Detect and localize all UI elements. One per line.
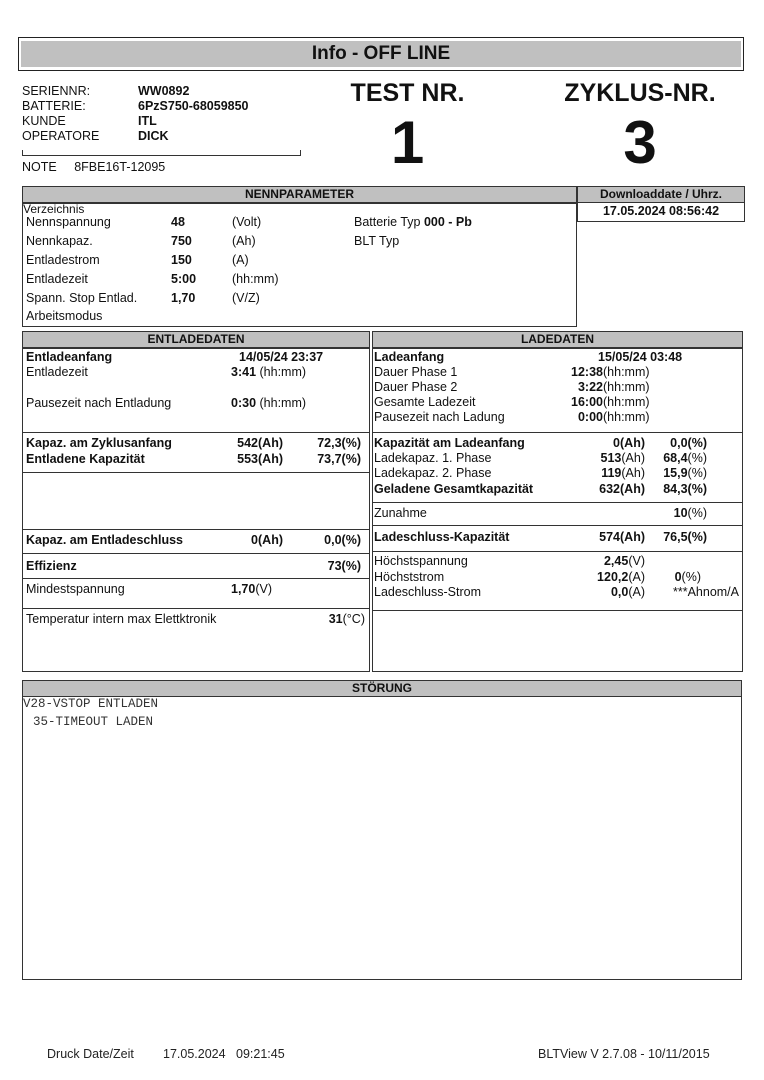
serial-row — [0, 83, 300, 99]
end-current-label: Ladeschluss-Strom — [374, 585, 481, 599]
total-capacity-pct: 84,3(%) — [663, 482, 707, 496]
divider — [373, 502, 742, 503]
nominal-value-voltage: 48 — [171, 215, 185, 229]
test-label: TEST NR. — [350, 79, 465, 107]
end-current-extra: ***Ahnom/A — [672, 585, 739, 599]
title-bar — [18, 37, 744, 71]
divider — [23, 472, 369, 473]
cap-phase2-ah: 119 — [601, 466, 622, 480]
discharge-pause-unit: (hh:mm) — [259, 396, 307, 410]
fault-item: 35-TIMEOUT LADEN — [33, 715, 154, 729]
end-capacity-ah: 574(Ah) — [599, 530, 645, 544]
charge-cap-start-label: Kapazität am Ladeanfang — [374, 436, 525, 450]
total-capacity-ah: 632(Ah) — [599, 482, 645, 496]
cap-phase2-pct-row — [643, 466, 707, 481]
nominal-value-current: 150 — [171, 253, 192, 267]
customer-label: KUNDE — [22, 114, 66, 128]
phase1-row — [553, 365, 650, 380]
faults-header: STÖRUNG — [23, 681, 741, 697]
divider — [23, 553, 369, 554]
nominal-label-capacity: Nennkapaz. — [26, 234, 93, 248]
discharged-pct: 73,7(%) — [317, 452, 361, 466]
cycle-value: 3 — [623, 109, 657, 176]
nominal-unit-capacity: (Ah) — [232, 234, 256, 248]
nominal-unit-stop-voltage: (V/Z) — [232, 291, 260, 305]
cap-phase2-pct: 15,9 — [663, 466, 688, 480]
download-header: Downloaddate / Uhrz. — [578, 187, 744, 203]
total-charge-time-label: Gesamte Ladezeit — [374, 395, 476, 409]
divider — [373, 610, 742, 611]
discharge-time-value: 3:41 — [231, 365, 257, 379]
nominal-value-capacity: 750 — [171, 234, 192, 248]
nominal-unit-current: (A) — [232, 253, 249, 267]
print-date-value: 17.05.2024 — [163, 1047, 226, 1061]
increase-unit: (%) — [687, 506, 707, 520]
print-time-value: 09:21:45 — [236, 1047, 285, 1061]
discharge-time-label: Entladezeit — [26, 365, 88, 379]
print-date-label: Druck Date/Zeit — [47, 1047, 134, 1061]
cap-phase2-label: Ladekapaz. 2. Phase — [374, 466, 492, 480]
nominal-label-stop-voltage: Spann. Stop Entlad. — [26, 291, 138, 305]
total-capacity-label: Geladene Gesamtkapazität — [374, 482, 534, 496]
divider — [23, 529, 369, 530]
operator-label: OPERATORE — [22, 129, 100, 143]
note-label: NOTE — [22, 160, 57, 174]
cap-phase1-label: Ladekapaz. 1. Phase — [374, 451, 492, 465]
discharge-time-row — [231, 365, 306, 380]
temperature-value: 31 — [328, 612, 343, 626]
increase-row — [643, 506, 707, 521]
discharge-cap-start-label: Kapaz. am Zyklusanfang — [26, 436, 172, 450]
divider — [23, 432, 369, 433]
cap-phase2-pct-unit: (%) — [687, 466, 707, 480]
temperature-row — [293, 612, 365, 627]
charge-cap-start-pct: 0,0(%) — [670, 436, 707, 450]
charge-cap-start-ah: 0(Ah) — [613, 436, 645, 450]
max-voltage-row — [573, 554, 645, 569]
cap-phase2-ah-row — [573, 466, 645, 481]
divider — [23, 578, 369, 579]
note-row — [22, 159, 165, 175]
min-voltage-unit: (V) — [255, 582, 273, 596]
nominal-label-voltage: Nennspannung — [26, 215, 111, 229]
directory-label: Verzeichnis — [23, 202, 85, 216]
max-current-pct-unit: (%) — [681, 570, 701, 584]
charge-start-label: Ladeanfang — [374, 350, 445, 364]
customer-row — [0, 113, 300, 129]
cap-phase1-pct-row — [643, 451, 707, 466]
max-voltage-value: 2,45 — [603, 554, 629, 568]
max-voltage-label: Höchstspannung — [374, 554, 468, 568]
operator-value: DICK — [138, 129, 169, 143]
discharge-start-value: 14/05/24 23:37 — [239, 350, 324, 364]
end-current-value: 0,0 — [610, 585, 629, 599]
cycle-label: ZYKLUS-NR. — [564, 79, 716, 107]
serial-label: SERIENNR: — [22, 84, 91, 98]
nominal-value-time: 5:00 — [171, 272, 197, 286]
max-current-value: 120,2 — [597, 570, 629, 584]
nominal-parameters-panel — [22, 186, 577, 327]
charge-data-panel — [372, 331, 743, 672]
note-divider — [22, 150, 301, 156]
charge-header: LADEDATEN — [373, 332, 742, 349]
phase1-value: 12:38 — [571, 365, 603, 379]
download-date-panel — [577, 186, 745, 222]
divider — [373, 551, 742, 552]
serial-value: WW0892 — [138, 84, 190, 98]
max-current-label: Höchststrom — [374, 570, 445, 584]
cap-phase1-ah: 513 — [600, 451, 622, 465]
max-current-unit: (A) — [628, 570, 645, 584]
discharge-data-panel — [22, 331, 370, 672]
battery-type-row — [354, 215, 472, 230]
min-voltage-row — [231, 582, 272, 597]
total-charge-time-row — [553, 395, 650, 410]
increase-value: 10 — [673, 506, 688, 520]
temperature-label: Temperatur intern max Elettktronik — [26, 612, 217, 626]
min-voltage-label: Mindestspannung — [26, 582, 125, 596]
total-charge-time-unit: (hh:mm) — [603, 395, 650, 409]
blt-type-label: BLT Typ — [354, 234, 400, 248]
discharge-header: ENTLADEDATEN — [23, 332, 369, 349]
temperature-unit: (°C) — [342, 612, 365, 626]
cap-phase1-ah-unit: (Ah) — [621, 451, 645, 465]
discharge-start-label: Entladeanfang — [26, 350, 113, 364]
version-label: BLTView V 2.7.08 - 10/11/2015 — [538, 1047, 710, 1061]
nominal-header: NENNPARAMETER — [23, 187, 576, 204]
phase1-unit: (hh:mm) — [603, 365, 650, 379]
phase2-label: Dauer Phase 2 — [374, 380, 458, 394]
discharged-label: Entladene Kapazität — [26, 452, 145, 466]
efficiency-value: 73(%) — [327, 559, 361, 573]
phase2-unit: (hh:mm) — [603, 380, 650, 394]
download-value: 17.05.2024 08:56:42 — [602, 204, 720, 218]
phase2-value: 3:22 — [577, 380, 603, 394]
faults-panel — [22, 680, 742, 980]
nominal-unit-voltage: (Volt) — [232, 215, 262, 229]
discharge-pause-value: 0:30 — [231, 396, 257, 410]
operator-row — [0, 128, 300, 144]
divider — [373, 432, 742, 433]
total-charge-time-value: 16:00 — [571, 395, 603, 409]
discharged-ah: 553(Ah) — [237, 452, 283, 466]
nominal-value-stop-voltage: 1,70 — [171, 291, 196, 305]
battery-type-value: 000 - Pb — [423, 215, 472, 229]
battery-label: BATTERIE: — [22, 99, 86, 113]
divider — [23, 608, 369, 609]
charge-pause-label: Pausezeit nach Ladung — [374, 410, 505, 424]
discharge-cap-end-ah: 0(Ah) — [251, 533, 283, 547]
phase2-row — [553, 380, 650, 395]
page-title: Info - OFF LINE — [21, 41, 741, 67]
nominal-unit-time: (hh:mm) — [232, 272, 279, 286]
discharge-time-unit: (hh:mm) — [259, 365, 307, 379]
test-value: 1 — [390, 109, 425, 176]
end-current-unit: (A) — [628, 585, 645, 599]
end-capacity-pct: 76,5(%) — [663, 530, 707, 544]
max-current-pct-row — [643, 570, 701, 585]
fault-item: V28-VSTOP ENTLADEN — [23, 697, 159, 711]
discharge-cap-end-pct: 0,0(%) — [324, 533, 361, 547]
end-current-row — [573, 585, 645, 600]
cap-phase1-pct: 68,4 — [663, 451, 688, 465]
charge-pause-value: 0:00 — [577, 410, 603, 424]
max-current-pct: 0 — [674, 570, 682, 584]
nominal-label-time: Entladezeit — [26, 272, 88, 286]
divider — [373, 525, 742, 526]
battery-value: 6PzS750-68059850 — [138, 99, 249, 113]
min-voltage-value: 1,70 — [231, 582, 256, 596]
max-current-row — [573, 570, 645, 585]
discharge-cap-start-ah: 542(Ah) — [237, 436, 283, 450]
charge-start-value: 15/05/24 03:48 — [598, 350, 683, 364]
max-voltage-unit: (V) — [628, 554, 645, 568]
battery-row — [0, 98, 300, 114]
phase1-label: Dauer Phase 1 — [374, 365, 458, 379]
battery-type-label: Batterie Typ — [354, 215, 421, 229]
discharge-pause-label: Pausezeit nach Entladung — [26, 396, 172, 410]
discharge-pause-row — [231, 396, 306, 411]
cap-phase2-ah-unit: (Ah) — [621, 466, 645, 480]
cap-phase1-ah-row — [573, 451, 645, 466]
cap-phase1-pct-unit: (%) — [687, 451, 707, 465]
charge-pause-row — [553, 410, 650, 425]
increase-label: Zunahme — [374, 506, 427, 520]
end-capacity-label: Ladeschluss-Kapazität — [374, 530, 510, 544]
efficiency-label: Effizienz — [26, 559, 77, 573]
charge-pause-unit: (hh:mm) — [603, 410, 650, 424]
note-value: 8FBE16T-12095 — [74, 160, 166, 174]
discharge-cap-start-pct: 72,3(%) — [317, 436, 361, 450]
discharge-cap-end-label: Kapaz. am Entladeschluss — [26, 533, 184, 547]
nominal-label-current: Entladestrom — [26, 253, 100, 267]
customer-value: ITL — [138, 114, 157, 128]
nominal-label-work-mode: Arbeitsmodus — [26, 309, 103, 323]
